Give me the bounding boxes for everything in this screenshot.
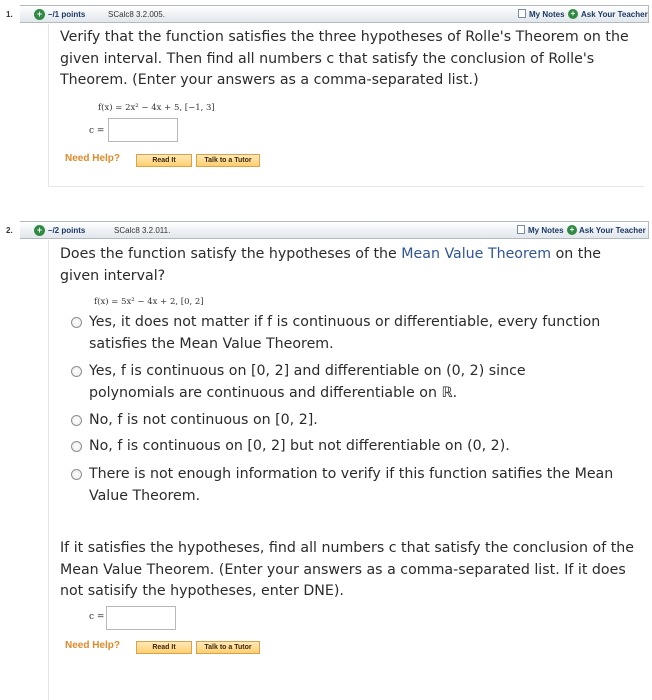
my-notes-link[interactable]: My Notes [528, 226, 564, 235]
radio-button[interactable] [71, 317, 82, 328]
ask-teacher-link[interactable]: Ask Your Teacher [579, 226, 646, 235]
need-help-label: Need Help? [65, 153, 121, 164]
c-label: c = [89, 126, 105, 136]
ask-plus-icon[interactable]: + [568, 9, 578, 19]
need-help-label: Need Help? [65, 640, 121, 651]
problem-code: SCalc8 3.2.011. [114, 226, 171, 235]
question-number: 1. [6, 10, 13, 19]
read-it-button[interactable]: Read It [136, 641, 192, 654]
followup-prompt: If it satisfies the hypotheses, find all numbers c that satisfy the conclusion of the Mean Value Theorem. (Enter your answers as a comma-separated list. If it does not satisify the hypotheses, enter DNE). [60, 540, 634, 599]
prompt-text-end: on the given interval? [60, 246, 602, 284]
problem-code: SCalc8 3.2.005. [108, 10, 165, 19]
question-body [48, 240, 644, 700]
talk-to-tutor-button[interactable]: Talk to a Tutor [196, 154, 260, 167]
question-2 [0, 218, 652, 700]
radio-button[interactable] [71, 366, 82, 377]
option-label: Yes, it does not matter if f is continuous or differentiable, every function satisfies the Mean Value Theorem. [89, 314, 601, 352]
expand-plus-icon[interactable]: + [34, 225, 45, 236]
radio-button[interactable] [71, 441, 82, 452]
option-label: Yes, f is continuous on [0, 2] and differentiable on (0, 2) since polynomials are continuous and differentiable on ℝ. [89, 363, 526, 401]
radio-button[interactable] [71, 415, 82, 426]
c-answer-input[interactable] [106, 606, 176, 630]
talk-to-tutor-button[interactable]: Talk to a Tutor [196, 641, 260, 654]
question-prompt [60, 244, 635, 287]
question-header [6, 5, 649, 23]
notes-icon[interactable] [517, 225, 525, 234]
question-body [48, 24, 644, 187]
function-expression: f(x) = 2x² − 4x + 5, [−1, 3] [98, 103, 215, 113]
c-answer-input[interactable] [108, 118, 178, 142]
option-label: No, f is not continuous on [0, 2]. [89, 412, 318, 428]
points-label: –/2 points [48, 226, 86, 235]
ask-teacher-link[interactable]: Ask Your Teacher [581, 10, 648, 19]
question-number: 2. [6, 226, 13, 235]
question-1 [0, 0, 652, 190]
my-notes-link[interactable]: My Notes [529, 10, 565, 19]
mean-value-theorem-link[interactable]: Mean Value Theorem [401, 246, 552, 262]
option-label: No, f is continuous on [0, 2] but not differentiable on (0, 2). [89, 438, 510, 454]
option-label: There is not enough information to verify if this function satifies the Mean Value Theorem. [89, 466, 614, 504]
points-label: –/1 points [48, 10, 86, 19]
prompt-text: Does the function satisfy the hypotheses of the [60, 246, 402, 262]
read-it-button[interactable]: Read It [136, 154, 192, 167]
question-header [6, 221, 649, 239]
notes-icon[interactable] [518, 9, 526, 18]
c-label: c = [89, 612, 105, 622]
question-prompt: Verify that the function satisfies the three hypotheses of Rolle's Theorem on the given interval. Then find all numbers c that satisfy the conclusion of Rolle's Theorem. (Enter your answers as a comma-separated list.) [60, 29, 629, 88]
radio-button[interactable] [71, 469, 82, 480]
expand-plus-icon[interactable]: + [34, 9, 45, 20]
ask-plus-icon[interactable]: + [567, 225, 577, 235]
function-expression: f(x) = 5x² − 4x + 2, [0, 2] [94, 297, 204, 307]
